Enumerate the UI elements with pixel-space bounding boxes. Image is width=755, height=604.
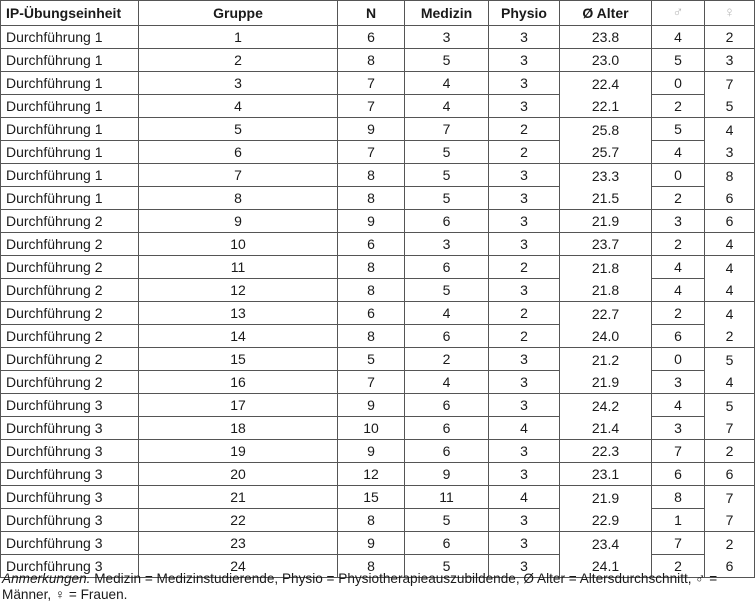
cell-gruppe: 23 bbox=[139, 532, 338, 555]
cell-maenner: 6 bbox=[652, 325, 705, 348]
cell-gruppe: 14 bbox=[139, 325, 338, 348]
cell-maenner: 0 bbox=[652, 72, 705, 95]
cell-frauen-pair bbox=[705, 394, 755, 440]
cell-n: 8 bbox=[338, 256, 405, 279]
cell-n: 7 bbox=[338, 141, 405, 164]
cell-gruppe: 22 bbox=[139, 509, 338, 532]
alter-value: 22.7 bbox=[591, 305, 620, 322]
cell-n: 6 bbox=[338, 302, 405, 325]
cell-physio: 3 bbox=[489, 440, 560, 463]
cell-n: 9 bbox=[338, 118, 405, 141]
alter-value: 22.4 bbox=[591, 75, 620, 92]
alter-value: 22.9 bbox=[591, 511, 620, 528]
cell-gruppe: 8 bbox=[139, 187, 338, 210]
cell-maenner: 5 bbox=[652, 118, 705, 141]
table-note bbox=[2, 571, 754, 603]
cell-gruppe: 9 bbox=[139, 210, 338, 233]
note-label: Anmerkungen. bbox=[2, 571, 91, 586]
cell-einheit: Durchführung 1 bbox=[1, 26, 139, 49]
cell-einheit: Durchführung 3 bbox=[1, 486, 139, 509]
cell-gruppe: 2 bbox=[139, 49, 338, 72]
cell-alter-pair bbox=[560, 164, 652, 210]
cell-einheit: Durchführung 3 bbox=[1, 417, 139, 440]
table-row bbox=[1, 486, 755, 509]
cell-medizin: 6 bbox=[405, 325, 489, 348]
cell-einheit: Durchführung 3 bbox=[1, 509, 139, 532]
cell-n: 15 bbox=[338, 486, 405, 509]
cell-alter: 23.1 bbox=[560, 463, 652, 486]
cell-maenner: 2 bbox=[652, 555, 705, 578]
cell-maenner: 2 bbox=[652, 302, 705, 325]
cell-frauen-pair bbox=[705, 256, 755, 302]
cell-medizin: 5 bbox=[405, 279, 489, 302]
cell-alter: 23.0 bbox=[560, 49, 652, 72]
cell-frauen-pair bbox=[705, 348, 755, 394]
header-gruppe: Gruppe bbox=[139, 1, 338, 26]
header-einheit: IP-Übungseinheit bbox=[1, 1, 139, 26]
cell-frauen: 2 bbox=[705, 440, 755, 463]
cell-alter: 23.8 bbox=[560, 26, 652, 49]
cell-maenner: 2 bbox=[652, 233, 705, 256]
cell-medizin: 5 bbox=[405, 141, 489, 164]
cell-maenner: 8 bbox=[652, 486, 705, 509]
cell-gruppe: 11 bbox=[139, 256, 338, 279]
cell-medizin: 5 bbox=[405, 555, 489, 578]
cell-einheit: Durchführung 3 bbox=[1, 394, 139, 417]
cell-n: 9 bbox=[338, 394, 405, 417]
cell-n: 8 bbox=[338, 49, 405, 72]
cell-alter-pair bbox=[560, 118, 652, 164]
header-row bbox=[1, 1, 755, 26]
cell-medizin: 6 bbox=[405, 210, 489, 233]
cell-frauen: 3 bbox=[705, 49, 755, 72]
table-row bbox=[1, 210, 755, 233]
male-symbol-icon: ♂ bbox=[652, 1, 705, 26]
frauen-value: 6 bbox=[725, 189, 734, 206]
frauen-value: 4 bbox=[725, 259, 734, 276]
cell-maenner: 3 bbox=[652, 417, 705, 440]
frauen-value: 5 bbox=[725, 97, 734, 114]
cell-gruppe: 7 bbox=[139, 164, 338, 187]
cell-n: 7 bbox=[338, 72, 405, 95]
cell-n: 8 bbox=[338, 555, 405, 578]
cell-medizin: 4 bbox=[405, 95, 489, 118]
cell-gruppe: 21 bbox=[139, 486, 338, 509]
alter-value: 25.7 bbox=[591, 143, 620, 160]
cell-physio: 3 bbox=[489, 463, 560, 486]
alter-value: 23.3 bbox=[591, 167, 620, 184]
cell-maenner: 3 bbox=[652, 210, 705, 233]
cell-maenner: 0 bbox=[652, 348, 705, 371]
frauen-value: 6 bbox=[725, 557, 734, 574]
cell-einheit: Durchführung 2 bbox=[1, 279, 139, 302]
frauen-value: 4 bbox=[725, 305, 734, 322]
cell-medizin: 5 bbox=[405, 164, 489, 187]
cell-gruppe: 10 bbox=[139, 233, 338, 256]
cell-maenner: 0 bbox=[652, 164, 705, 187]
cell-maenner: 6 bbox=[652, 463, 705, 486]
cell-alter-pair bbox=[560, 302, 652, 348]
cell-medizin: 11 bbox=[405, 486, 489, 509]
cell-medizin: 4 bbox=[405, 302, 489, 325]
frauen-value: 3 bbox=[725, 143, 734, 160]
cell-physio: 3 bbox=[489, 95, 560, 118]
cell-medizin: 5 bbox=[405, 187, 489, 210]
cell-physio: 3 bbox=[489, 164, 560, 187]
frauen-value: 5 bbox=[725, 351, 734, 368]
alter-value: 22.1 bbox=[591, 97, 620, 114]
note-text: Medizin = Medizinstudierende, Physio = Physiotherapieauszubildende, Ø Alter = Altersdurchschnitt, ♂ = Männer, ♀ = Frauen. bbox=[2, 571, 718, 602]
cell-medizin: 4 bbox=[405, 371, 489, 394]
cell-einheit: Durchführung 1 bbox=[1, 49, 139, 72]
cell-einheit: Durchführung 3 bbox=[1, 532, 139, 555]
cell-einheit: Durchführung 2 bbox=[1, 325, 139, 348]
cell-maenner: 7 bbox=[652, 532, 705, 555]
alter-value: 23.4 bbox=[591, 535, 620, 552]
cell-n: 9 bbox=[338, 210, 405, 233]
cell-einheit: Durchführung 2 bbox=[1, 348, 139, 371]
cell-alter: 22.3 bbox=[560, 440, 652, 463]
cell-physio: 2 bbox=[489, 302, 560, 325]
table-row bbox=[1, 256, 755, 279]
cell-medizin: 6 bbox=[405, 394, 489, 417]
cell-gruppe: 6 bbox=[139, 141, 338, 164]
cell-n: 6 bbox=[338, 233, 405, 256]
cell-n: 8 bbox=[338, 509, 405, 532]
cell-physio: 2 bbox=[489, 325, 560, 348]
cell-einheit: Durchführung 2 bbox=[1, 256, 139, 279]
cell-gruppe: 15 bbox=[139, 348, 338, 371]
cell-n: 8 bbox=[338, 325, 405, 348]
cell-alter-pair bbox=[560, 256, 652, 302]
cell-physio: 2 bbox=[489, 141, 560, 164]
cell-n: 9 bbox=[338, 532, 405, 555]
cell-physio: 3 bbox=[489, 555, 560, 578]
table-row bbox=[1, 49, 755, 72]
cell-gruppe: 18 bbox=[139, 417, 338, 440]
cell-maenner: 4 bbox=[652, 26, 705, 49]
table-row bbox=[1, 302, 755, 325]
table-row bbox=[1, 233, 755, 256]
cell-physio: 3 bbox=[489, 348, 560, 371]
cell-gruppe: 17 bbox=[139, 394, 338, 417]
cell-einheit: Durchführung 2 bbox=[1, 371, 139, 394]
cell-physio: 3 bbox=[489, 210, 560, 233]
cell-maenner: 4 bbox=[652, 279, 705, 302]
cell-physio: 4 bbox=[489, 417, 560, 440]
cell-maenner: 1 bbox=[652, 509, 705, 532]
cell-frauen: 6 bbox=[705, 463, 755, 486]
frauen-value: 2 bbox=[725, 535, 734, 552]
frauen-value: 7 bbox=[725, 489, 734, 506]
cell-maenner: 2 bbox=[652, 95, 705, 118]
cell-alter: 21.9 bbox=[560, 210, 652, 233]
alter-value: 25.8 bbox=[591, 121, 620, 138]
alter-value: 21.2 bbox=[591, 351, 620, 368]
cell-alter-pair bbox=[560, 394, 652, 440]
cell-physio: 2 bbox=[489, 118, 560, 141]
cell-gruppe: 16 bbox=[139, 371, 338, 394]
cell-gruppe: 4 bbox=[139, 95, 338, 118]
cell-gruppe: 19 bbox=[139, 440, 338, 463]
cell-physio: 3 bbox=[489, 26, 560, 49]
cell-gruppe: 3 bbox=[139, 72, 338, 95]
frauen-value: 5 bbox=[725, 397, 734, 414]
cell-alter-pair bbox=[560, 72, 652, 118]
cell-n: 12 bbox=[338, 463, 405, 486]
alter-value: 21.8 bbox=[591, 281, 620, 298]
header-medizin: Medizin bbox=[405, 1, 489, 26]
frauen-value: 8 bbox=[725, 167, 734, 184]
cell-frauen-pair bbox=[705, 164, 755, 210]
cell-einheit: Durchführung 2 bbox=[1, 302, 139, 325]
table-row bbox=[1, 118, 755, 141]
header-n: N bbox=[338, 1, 405, 26]
cell-n: 9 bbox=[338, 440, 405, 463]
cell-einheit: Durchführung 1 bbox=[1, 72, 139, 95]
cell-medizin: 7 bbox=[405, 118, 489, 141]
cell-n: 7 bbox=[338, 371, 405, 394]
cell-maenner: 2 bbox=[652, 187, 705, 210]
cell-frauen-pair bbox=[705, 72, 755, 118]
cell-n: 6 bbox=[338, 26, 405, 49]
cell-n: 10 bbox=[338, 417, 405, 440]
cell-einheit: Durchführung 2 bbox=[1, 233, 139, 256]
cell-medizin: 2 bbox=[405, 348, 489, 371]
cell-medizin: 5 bbox=[405, 49, 489, 72]
table-row bbox=[1, 440, 755, 463]
frauen-value: 7 bbox=[725, 75, 734, 92]
table-row bbox=[1, 463, 755, 486]
cell-einheit: Durchführung 1 bbox=[1, 164, 139, 187]
cell-alter-pair bbox=[560, 486, 652, 532]
cell-einheit: Durchführung 1 bbox=[1, 141, 139, 164]
alter-value: 21.9 bbox=[591, 373, 620, 390]
cell-medizin: 3 bbox=[405, 26, 489, 49]
frauen-value: 2 bbox=[725, 327, 734, 344]
cell-maenner: 5 bbox=[652, 49, 705, 72]
cell-n: 8 bbox=[338, 164, 405, 187]
cell-medizin: 6 bbox=[405, 417, 489, 440]
cell-einheit: Durchführung 1 bbox=[1, 187, 139, 210]
table-row bbox=[1, 394, 755, 417]
cell-physio: 3 bbox=[489, 532, 560, 555]
cell-gruppe: 13 bbox=[139, 302, 338, 325]
cell-medizin: 6 bbox=[405, 440, 489, 463]
cell-einheit: Durchführung 3 bbox=[1, 463, 139, 486]
cell-physio: 3 bbox=[489, 371, 560, 394]
cell-physio: 4 bbox=[489, 486, 560, 509]
frauen-value: 4 bbox=[725, 121, 734, 138]
cell-n: 7 bbox=[338, 95, 405, 118]
cell-physio: 3 bbox=[489, 279, 560, 302]
alter-value: 24.2 bbox=[591, 397, 620, 414]
alter-value: 24.1 bbox=[591, 557, 620, 574]
cell-physio: 3 bbox=[489, 49, 560, 72]
cell-n: 8 bbox=[338, 187, 405, 210]
cell-physio: 3 bbox=[489, 72, 560, 95]
alter-value: 21.5 bbox=[591, 189, 620, 206]
cell-physio: 3 bbox=[489, 509, 560, 532]
alter-value: 21.4 bbox=[591, 419, 620, 436]
cell-einheit: Durchführung 2 bbox=[1, 210, 139, 233]
cell-alter-pair bbox=[560, 348, 652, 394]
table-body bbox=[1, 26, 755, 578]
cell-frauen-pair bbox=[705, 118, 755, 164]
alter-value: 21.9 bbox=[591, 489, 620, 506]
table-row bbox=[1, 532, 755, 555]
cell-n: 8 bbox=[338, 279, 405, 302]
table-row bbox=[1, 348, 755, 371]
frauen-value: 4 bbox=[725, 281, 734, 298]
cell-einheit: Durchführung 3 bbox=[1, 555, 139, 578]
cell-einheit: Durchführung 1 bbox=[1, 118, 139, 141]
cell-maenner: 7 bbox=[652, 440, 705, 463]
cell-frauen: 6 bbox=[705, 210, 755, 233]
cell-einheit: Durchführung 3 bbox=[1, 440, 139, 463]
cell-maenner: 4 bbox=[652, 141, 705, 164]
cell-gruppe: 24 bbox=[139, 555, 338, 578]
cell-frauen-pair bbox=[705, 486, 755, 532]
header-physio: Physio bbox=[489, 1, 560, 26]
cell-physio: 3 bbox=[489, 233, 560, 256]
cell-n: 5 bbox=[338, 348, 405, 371]
cell-gruppe: 1 bbox=[139, 26, 338, 49]
cell-medizin: 6 bbox=[405, 532, 489, 555]
alter-value: 24.0 bbox=[591, 327, 620, 344]
cell-gruppe: 20 bbox=[139, 463, 338, 486]
cell-frauen: 2 bbox=[705, 26, 755, 49]
cell-frauen-pair bbox=[705, 302, 755, 348]
cell-physio: 2 bbox=[489, 256, 560, 279]
header-alter: Ø Alter bbox=[560, 1, 652, 26]
cell-maenner: 4 bbox=[652, 394, 705, 417]
cell-gruppe: 12 bbox=[139, 279, 338, 302]
frauen-value: 4 bbox=[725, 373, 734, 390]
female-symbol-icon: ♀ bbox=[705, 1, 755, 26]
cell-medizin: 3 bbox=[405, 233, 489, 256]
cell-physio: 3 bbox=[489, 187, 560, 210]
cell-maenner: 3 bbox=[652, 371, 705, 394]
table-row bbox=[1, 72, 755, 95]
cell-physio: 3 bbox=[489, 394, 560, 417]
cell-einheit: Durchführung 1 bbox=[1, 95, 139, 118]
frauen-value: 7 bbox=[725, 419, 734, 436]
cell-alter: 23.7 bbox=[560, 233, 652, 256]
table-row bbox=[1, 26, 755, 49]
cell-medizin: 5 bbox=[405, 509, 489, 532]
cell-maenner: 4 bbox=[652, 256, 705, 279]
table-row bbox=[1, 164, 755, 187]
cell-medizin: 9 bbox=[405, 463, 489, 486]
cell-frauen: 4 bbox=[705, 233, 755, 256]
cell-medizin: 6 bbox=[405, 256, 489, 279]
cell-gruppe: 5 bbox=[139, 118, 338, 141]
cell-medizin: 4 bbox=[405, 72, 489, 95]
alter-value: 21.8 bbox=[591, 259, 620, 276]
frauen-value: 7 bbox=[725, 511, 734, 528]
